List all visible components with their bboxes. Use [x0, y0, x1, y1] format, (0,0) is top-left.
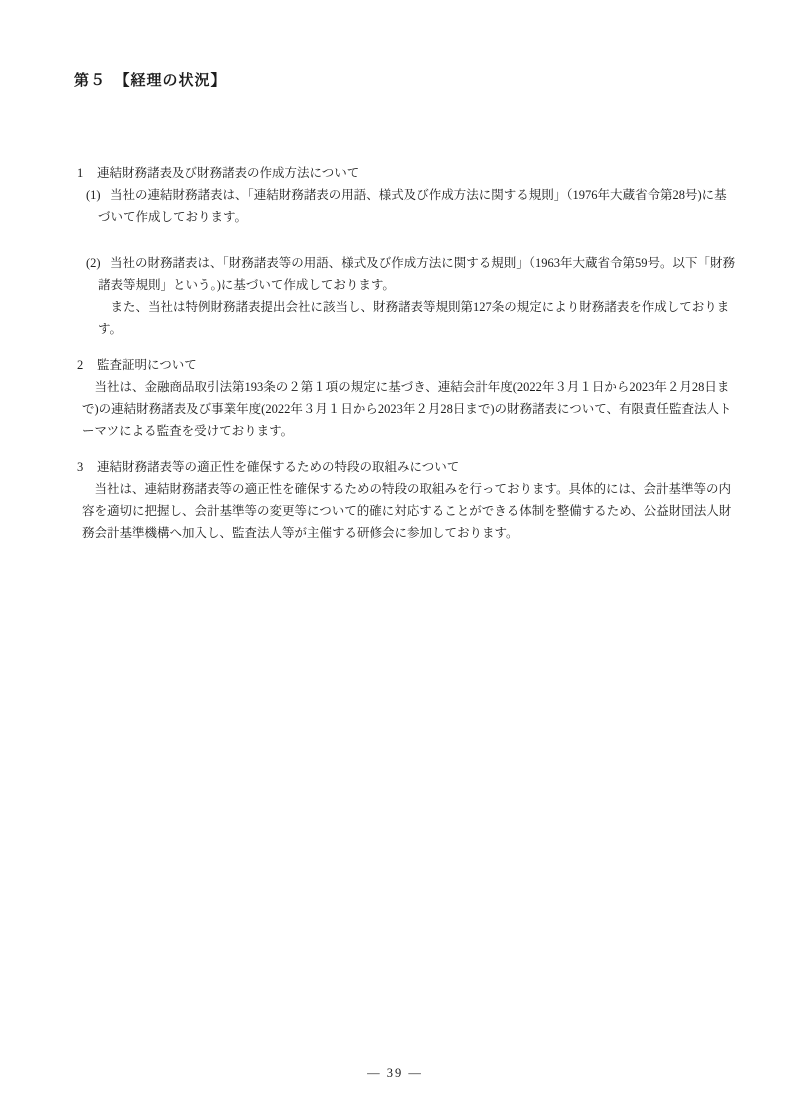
list-item: [0, 252, 790, 340]
text-line: 容を適切に把握し、会計基準等の変更等について的確に対応することができる体制を整備するため、公益財団法人財: [82, 504, 732, 518]
section-title: 監査証明について: [97, 358, 197, 372]
text-line: 当社は、金融商品取引法第193条の２第１項の規定に基づき、連結会計年度(2022年３月１日から2023年２月28日ま: [82, 380, 730, 394]
section-number: 1: [77, 166, 84, 180]
list-item-label: (1): [86, 188, 101, 202]
text-line: ーマツによる監査を受けております。: [82, 424, 294, 438]
section-heading: [0, 354, 790, 376]
text-line-content: 当社の財務諸表は、「財務諸表等の用語、様式及び作成方法に関する規則」（1963年大蔵省令第59号。以下「財務: [110, 256, 736, 270]
document-body: [0, 162, 790, 544]
text-line: [0, 252, 790, 274]
text-line: 諸表等規則」という。)に基づいて作成しております。: [98, 278, 395, 292]
text-line: で)の連結財務諸表及び事業年度(2022年３月１日から2023年２月28日まで)の財務諸表について、有限責任監査法人ト: [82, 402, 732, 416]
text-line: また、当社は特例財務諸表提出会社に該当し、財務諸表等規則第127条の規定により財務諸表を作成しておりま: [98, 300, 730, 314]
text-line: [0, 184, 790, 206]
page-number: ― 39 ―: [367, 1066, 423, 1080]
section-title: 連結財務諸表及び財務諸表の作成方法について: [97, 166, 360, 180]
section-special-initiatives: [0, 456, 790, 544]
text-line: づいて作成しております。: [98, 210, 248, 224]
section-number: 2: [77, 358, 84, 372]
text-line: 当社は、連結財務諸表等の適正性を確保するための特段の取組みを行っております。具体的には、会計基準等の内: [82, 482, 732, 496]
text-line: す。: [98, 322, 123, 336]
page-footer: [0, 1062, 790, 1084]
section-number: 3: [77, 460, 84, 474]
text-line-content: 当社の連結財務諸表は、「連結財務諸表の用語、様式及び作成方法に関する規則」（1976年大蔵省令第28号)に基: [110, 188, 727, 202]
section-heading: [0, 456, 790, 478]
text-line: 務会計基準機構へ加入し、監査法人等が主催する研修会に参加しております。: [82, 526, 519, 540]
page-title: 第５ 【経理の状況】: [74, 72, 227, 89]
list-item-label: (2): [86, 256, 101, 270]
section-preparation-method: [0, 162, 790, 340]
section-heading: [0, 162, 790, 184]
list-item: [0, 184, 790, 228]
section-title: 連結財務諸表等の適正性を確保するための特段の取組みについて: [97, 460, 460, 474]
section-audit-certification: [0, 354, 790, 442]
